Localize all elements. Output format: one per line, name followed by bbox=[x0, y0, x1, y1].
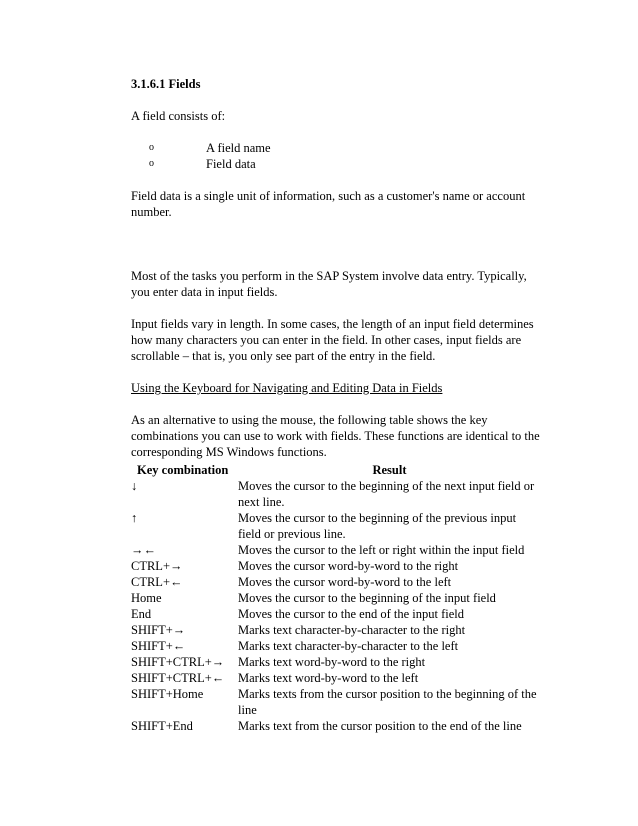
table-row bbox=[131, 478, 541, 510]
table-row bbox=[131, 606, 541, 622]
document-page bbox=[131, 76, 541, 734]
result-cell: Marks text character-by-character to the right bbox=[238, 623, 466, 637]
list-item bbox=[131, 156, 541, 172]
result-cell: Moves the cursor to the beginning of the next input field or next line. bbox=[238, 479, 535, 509]
key-cell: SHIFT+→ bbox=[131, 623, 186, 637]
paragraph: As an alternative to using the mouse, the following table shows the key combinations you can use to work with fields. These functions are identical to the corresponding MS Windows functions. bbox=[131, 413, 540, 459]
bullet-text: Field data bbox=[206, 157, 256, 171]
result-cell: Moves the cursor word-by-word to the right bbox=[238, 559, 459, 573]
result-cell: Moves the cursor to the beginning of the previous input field or previous line. bbox=[238, 511, 517, 541]
table-row bbox=[131, 638, 541, 654]
table-row bbox=[131, 542, 541, 558]
bullet-text: A field name bbox=[206, 141, 271, 155]
list-item bbox=[131, 140, 541, 156]
result-cell: Marks texts from the cursor position to the beginning of the line bbox=[238, 687, 537, 717]
table-row bbox=[131, 686, 541, 718]
key-cell: Home bbox=[131, 591, 162, 605]
intro-text: A field consists of: bbox=[131, 109, 226, 123]
paragraph: Field data is a single unit of information, such as a customer's name or account number. bbox=[131, 189, 526, 219]
key-cell: End bbox=[131, 607, 152, 621]
result-cell: Marks text word-by-word to the right bbox=[238, 655, 426, 669]
table-row bbox=[131, 654, 541, 670]
section-heading: 3.1.6.1 Fields bbox=[131, 77, 201, 91]
table-header-row bbox=[131, 462, 541, 478]
key-cell: ↑ bbox=[131, 511, 138, 525]
table-row bbox=[131, 590, 541, 606]
key-cell: SHIFT+End bbox=[131, 719, 193, 733]
paragraph: Most of the tasks you perform in the SAP System involve data entry. Typically, you enter data in input fields. bbox=[131, 269, 527, 299]
result-cell: Marks text from the cursor position to the end of the line bbox=[238, 719, 522, 733]
key-combination-table bbox=[131, 462, 541, 734]
result-cell: Moves the cursor to the left or right within the input field bbox=[238, 543, 525, 557]
result-cell: Marks text character-by-character to the left bbox=[238, 639, 459, 653]
table-row bbox=[131, 622, 541, 638]
key-cell: SHIFT+← bbox=[131, 639, 186, 653]
result-cell: Moves the cursor to the beginning of the input field bbox=[238, 591, 496, 605]
key-cell: ↓ bbox=[131, 479, 138, 493]
result-cell: Marks text word-by-word to the left bbox=[238, 671, 419, 685]
key-cell: CTRL+← bbox=[131, 575, 183, 589]
table-row bbox=[131, 510, 541, 542]
result-cell: Moves the cursor word-by-word to the left bbox=[238, 575, 452, 589]
table-row bbox=[131, 558, 541, 574]
column-header: Result bbox=[372, 463, 407, 477]
key-cell: SHIFT+CTRL+→ bbox=[131, 655, 225, 669]
key-cell: SHIFT+Home bbox=[131, 687, 204, 701]
bullet-list bbox=[131, 140, 541, 172]
table-row bbox=[131, 718, 541, 734]
bullet-marker: o bbox=[149, 142, 154, 153]
result-cell: Moves the cursor to the end of the input field bbox=[238, 607, 464, 621]
column-header: Key combination bbox=[137, 463, 229, 477]
paragraph: Input fields vary in length. In some cases, the length of an input field determines how many characters you can enter in the field. In other cases, input fields are scrollable – that is, you only see part of the entry in the field. bbox=[131, 317, 534, 363]
bullet-marker: o bbox=[149, 158, 154, 169]
table-row bbox=[131, 670, 541, 686]
table-row bbox=[131, 574, 541, 590]
key-cell: →← bbox=[131, 543, 156, 557]
key-cell: SHIFT+CTRL+← bbox=[131, 671, 225, 685]
section-link[interactable]: Using the Keyboard for Navigating and Editing Data in Fields bbox=[131, 381, 443, 395]
key-cell: CTRL+→ bbox=[131, 559, 183, 573]
